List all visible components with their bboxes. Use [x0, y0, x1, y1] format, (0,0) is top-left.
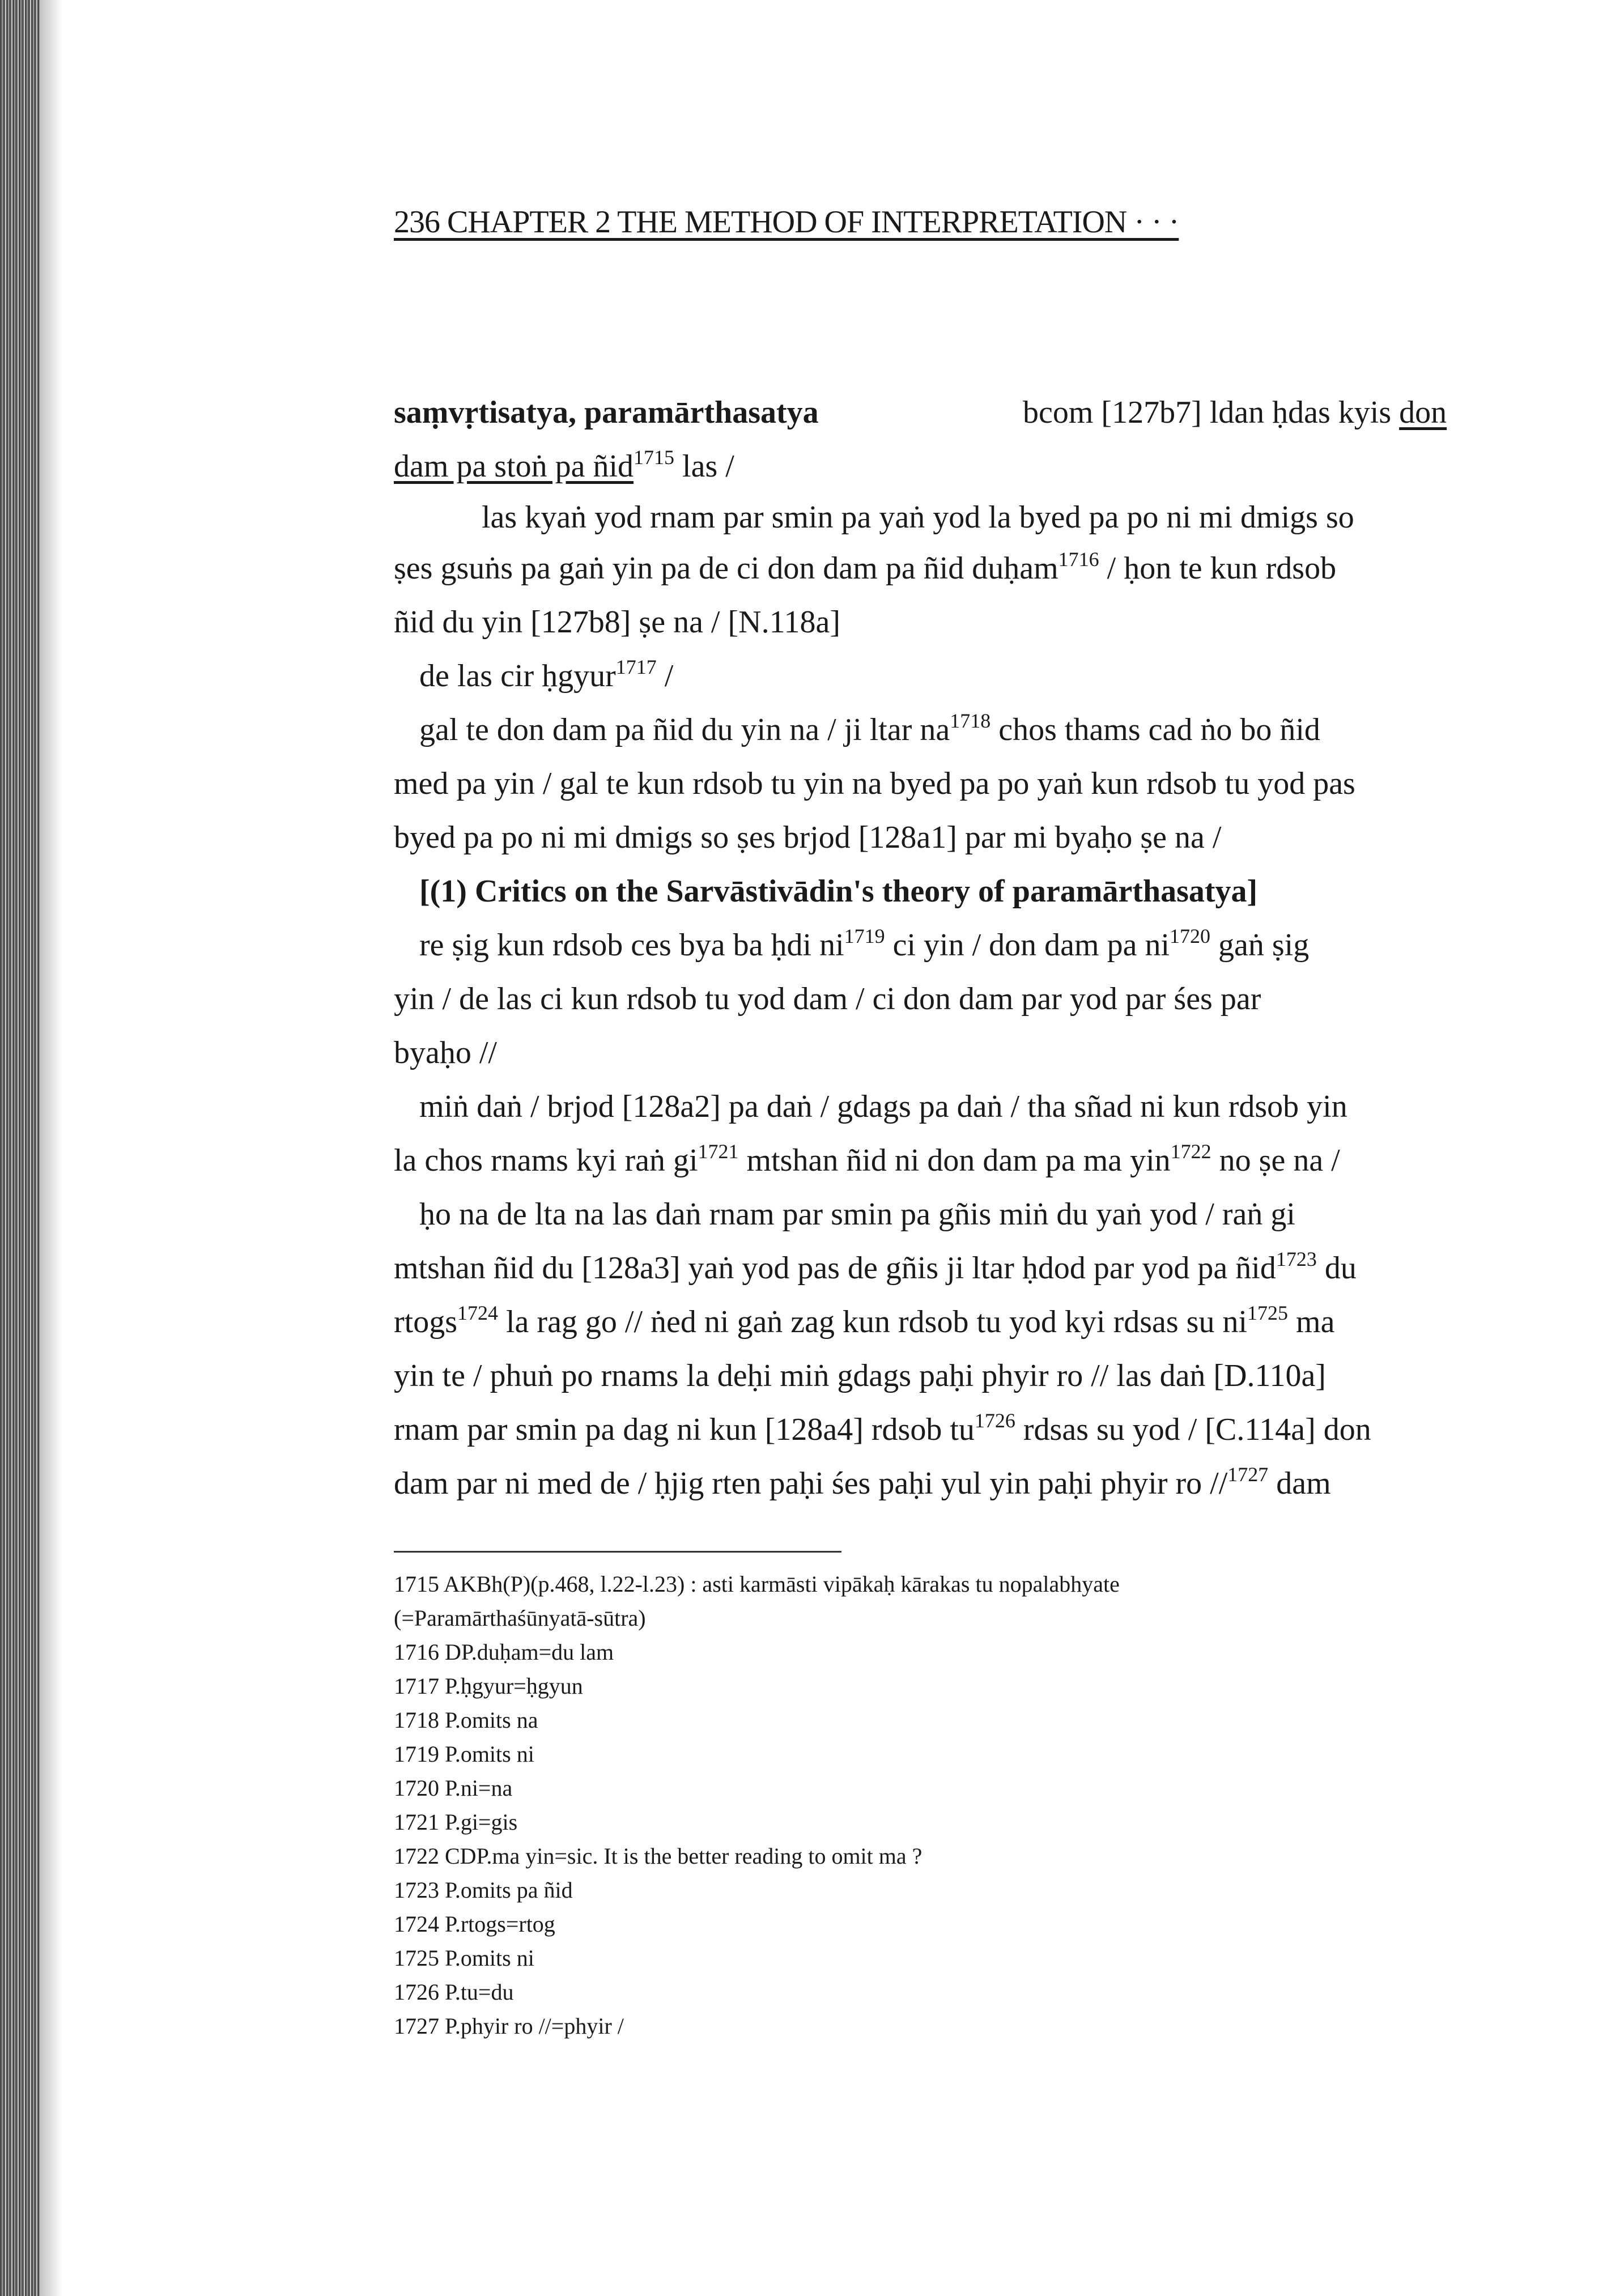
text-line: bcom [127b7] ldan ḥdas kyis don — [1023, 395, 1447, 430]
footnote: 1724 P.rtogs=rtog — [394, 1911, 555, 1937]
text-line: dam pa stoṅ pa ñid$^{1715}$ las / — [394, 446, 734, 484]
footnote-ref: 1718 — [950, 709, 991, 732]
text-line: rnam par smin pa dag ni kun [128a4] rdsob $tu^{1726}$ rdsas su yod / [C.114a] don — [394, 1409, 1371, 1447]
scan-shadow — [40, 0, 62, 2296]
footnote-ref: 1716 — [1058, 548, 1099, 571]
section-heading: [(1) Critics on the Sarvāstivādin's theory of paramārthasatya] — [419, 874, 1258, 909]
footnote-ref: 1727 — [1227, 1463, 1269, 1486]
footnote-ref: 1723 — [1276, 1248, 1317, 1270]
footnote-ref: 1722 — [1170, 1140, 1211, 1163]
footnote: 1719 P.omits ni — [394, 1741, 534, 1767]
section-label: saṃvṛtisatya, paramārthasatya — [394, 395, 819, 430]
footnote-ref: 1715 — [634, 446, 675, 469]
text-line: la chos rnams kyi raṅ $gi^{1721}$ mtshan ñid ni don dam pa ma yin$^{1722}$ no ṣe na / — [394, 1140, 1340, 1178]
text-line — [394, 397, 819, 428]
footnote: 1727 P.phyir ro //=phyir / — [394, 2013, 624, 2039]
footnote-ref: 1719 — [844, 925, 885, 947]
text-line: ṣes gsuṅs pa gaṅ yin pa de ci don dam pa ñid duḥam$^{1716}$ / ḥon te kun rdsob — [394, 548, 1337, 586]
footnote-ref: 1725 — [1247, 1302, 1289, 1324]
text-line: med pa yin / gal te kun rdsob tu yin na byed pa po yaṅ kun rdsob tu yod pas — [394, 766, 1355, 801]
text-line: yin / de las ci kun rdsob tu yod dam / ci don dam par yod par śes par — [394, 981, 1261, 1017]
footnote: 1726 P.tu=du — [394, 1979, 514, 2005]
footnote: 1718 P.omits na — [394, 1707, 538, 1733]
footnote-divider — [394, 1551, 841, 1553]
text-line: rtogs$^{1724}$ la rag go // ṅed ni gaṅ zag kun rdsob tu yod kyi rdsas su $ni^{1725}$ ma — [394, 1302, 1335, 1340]
text-line: yin te / phuṅ po rnams la deḥi miṅ gdags paḥi phyir ro // las daṅ [D.110a] — [394, 1358, 1326, 1393]
footnote: 1715 AKBh(P)(p.468, l.22-l.23) : asti karmāsti vipākaḥ kārakas tu nopalabhyate — [394, 1571, 1120, 1597]
underlined-term: don — [1399, 395, 1447, 430]
footnote: 1720 P.ni=na — [394, 1775, 513, 1801]
running-header: 236 CHAPTER 2 THE METHOD OF INTERPRETATION · · · — [394, 205, 1179, 240]
footnote-ref: 1720 — [1170, 925, 1210, 947]
scan-binding-edge — [0, 0, 40, 2296]
text-line: re ṣig kun rdsob ces bya ba ḥdi $ni^{1719}$ ci yin / don dam pa $ni^{1720}$ gaṅ ṣig — [419, 925, 1310, 963]
footnote-ref: 1726 — [974, 1409, 1015, 1432]
text-line: byed pa po ni mi dmigs so ṣes brjod [128a1] par mi byaḥo ṣe na / — [394, 820, 1222, 855]
text-line: de las cir ḥgyur$^{1717}$ / — [419, 656, 674, 694]
footnote: 1723 P.omits pa ñid — [394, 1877, 573, 1903]
footnote: 1716 DP.duḥam=du lam — [394, 1639, 614, 1665]
footnote-ref: 1717 — [615, 656, 657, 678]
text-line: miṅ daṅ / brjod [128a2] pa daṅ / gdags pa daṅ / tha sñad ni kun rdsob yin — [419, 1089, 1347, 1124]
footnote: 1725 P.omits ni — [394, 1945, 534, 1971]
text-line: las kyaṅ yod rnam par smin pa yaṅ yod la byed pa po ni mi dmigs so — [482, 500, 1354, 535]
footnote: 1721 P.gi=gis — [394, 1809, 518, 1835]
footnote: 1717 P.ḥgyur=ḥgyun — [394, 1673, 583, 1699]
footnote: (=Paramārthaśūnyatā-sūtra) — [394, 1605, 646, 1631]
text-line: ñid du yin [127b8] ṣe na / [N.118a] — [394, 605, 840, 640]
footnote: 1722 CDP.ma yin=sic. It is the better reading to omit ma ? — [394, 1843, 922, 1869]
text-line: byaḥo // — [394, 1035, 497, 1070]
underlined-term: dam pa stoṅ pa ñid — [394, 449, 634, 484]
text-line: ḥo na de lta na las daṅ rnam par smin pa gñis miṅ du yaṅ yod / raṅ gi — [419, 1197, 1295, 1232]
text-line: mtshan ñid du [128a3] yaṅ yod pas de gñis ji ltar ḥdod par yod pa ñid$^{1723}$ du — [394, 1248, 1357, 1286]
footnote-ref: 1724 — [457, 1302, 498, 1324]
text-line: dam par ni med de / ḥjig rten paḥi śes paḥi yul yin paḥi phyir ro //$^{1727}$ dam — [394, 1463, 1331, 1501]
footnote-ref: 1721 — [698, 1140, 739, 1163]
text-line: gal te don dam pa ñid du yin na / ji ltar $na^{1718}$ chos thams cad ṅo bo ñid — [419, 709, 1320, 747]
